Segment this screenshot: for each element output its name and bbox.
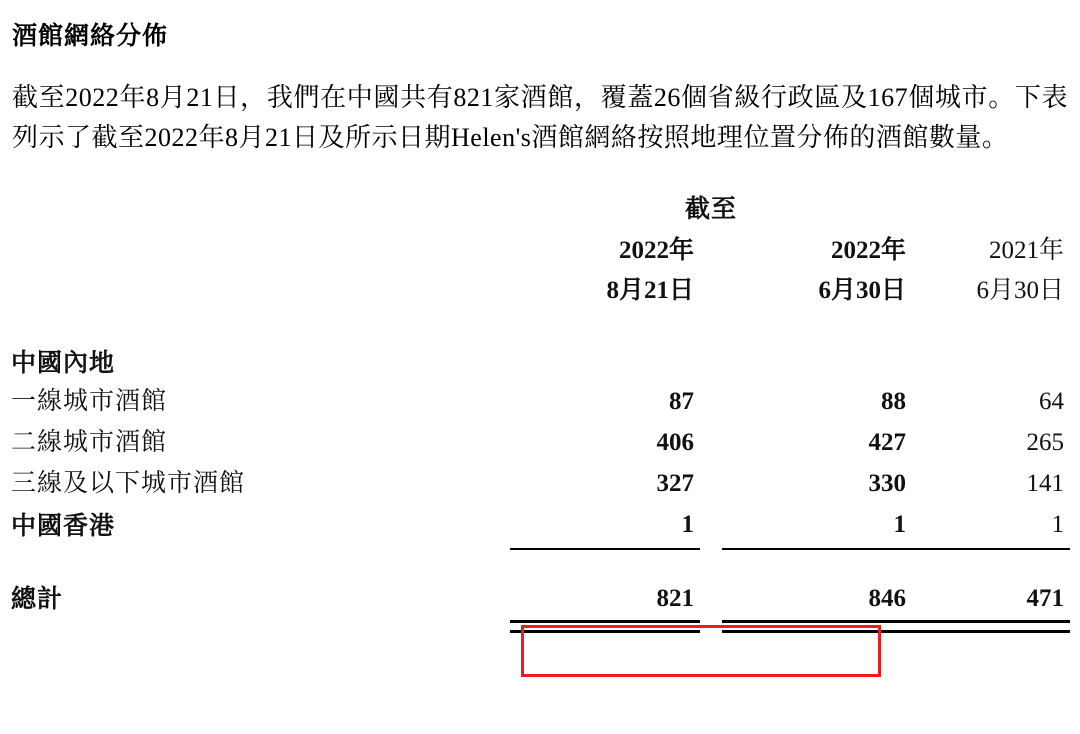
- table-row: [10, 422, 1070, 463]
- total-rule-col2: [722, 622, 912, 632]
- group-label-mainland: 中國內地: [11, 350, 116, 377]
- row-value-col3: 64: [1039, 388, 1065, 415]
- table-total-row: [10, 578, 1070, 622]
- total-rule-col3: [912, 622, 1070, 632]
- table-row: [10, 463, 1070, 504]
- total-value-col3: 471: [1026, 585, 1065, 612]
- row-value-col1: 87: [669, 388, 694, 415]
- header-col1-date: 8月21日: [606, 277, 694, 304]
- row-label: 中國香港: [11, 513, 116, 540]
- header-as-of: 截至: [685, 196, 738, 223]
- row-value-col2: 330: [868, 470, 907, 497]
- header-col2-date: 6月30日: [818, 277, 907, 304]
- table-row: [10, 381, 1070, 422]
- row-value-col2: 1: [722, 504, 912, 549]
- table-header: [10, 188, 1070, 325]
- row-value-col3: 265: [1026, 429, 1065, 456]
- row-value-col1: 327: [656, 470, 694, 497]
- row-label: 三線及以下城市酒館: [11, 470, 246, 497]
- row-label: 二線城市酒館: [11, 429, 168, 456]
- header-col2-year: 2022年: [831, 237, 907, 264]
- header-col3-year: 2021年: [989, 237, 1065, 264]
- total-value-col2: 846: [868, 585, 907, 612]
- row-value-col1: 406: [656, 429, 694, 456]
- section-title: 酒館網絡分佈: [12, 21, 169, 50]
- row-value-col2: 88: [881, 388, 907, 415]
- header-col1-year: 2022年: [618, 237, 694, 264]
- table-body: [10, 325, 1070, 632]
- total-rule-col1: [510, 622, 700, 632]
- row-value-col2: 427: [868, 429, 907, 456]
- venue-distribution-table: [10, 188, 1070, 633]
- total-label: 總計: [11, 586, 64, 614]
- table-total-rule-row: [10, 622, 1070, 632]
- total-value-col1: 821: [656, 585, 694, 612]
- row-value-col1: 1: [510, 504, 700, 549]
- header-col3-date: 6月30日: [976, 277, 1065, 304]
- row-value-col3: 1: [912, 504, 1070, 549]
- row-label: 一線城市酒館: [11, 388, 168, 415]
- table-row: [10, 504, 1070, 549]
- intro-paragraph: 截至2022年8月21日，我們在中國共有821家酒館，覆蓋26個省級行政區及167個城市。下表列示了截至2022年8月21日及所示日期Helen's酒館網絡按照地理位置分佈的酒館數量。: [12, 83, 1068, 152]
- table-group-row: [10, 325, 1070, 381]
- table-spacer-row: [10, 549, 1070, 578]
- row-value-col3: 141: [1026, 470, 1065, 497]
